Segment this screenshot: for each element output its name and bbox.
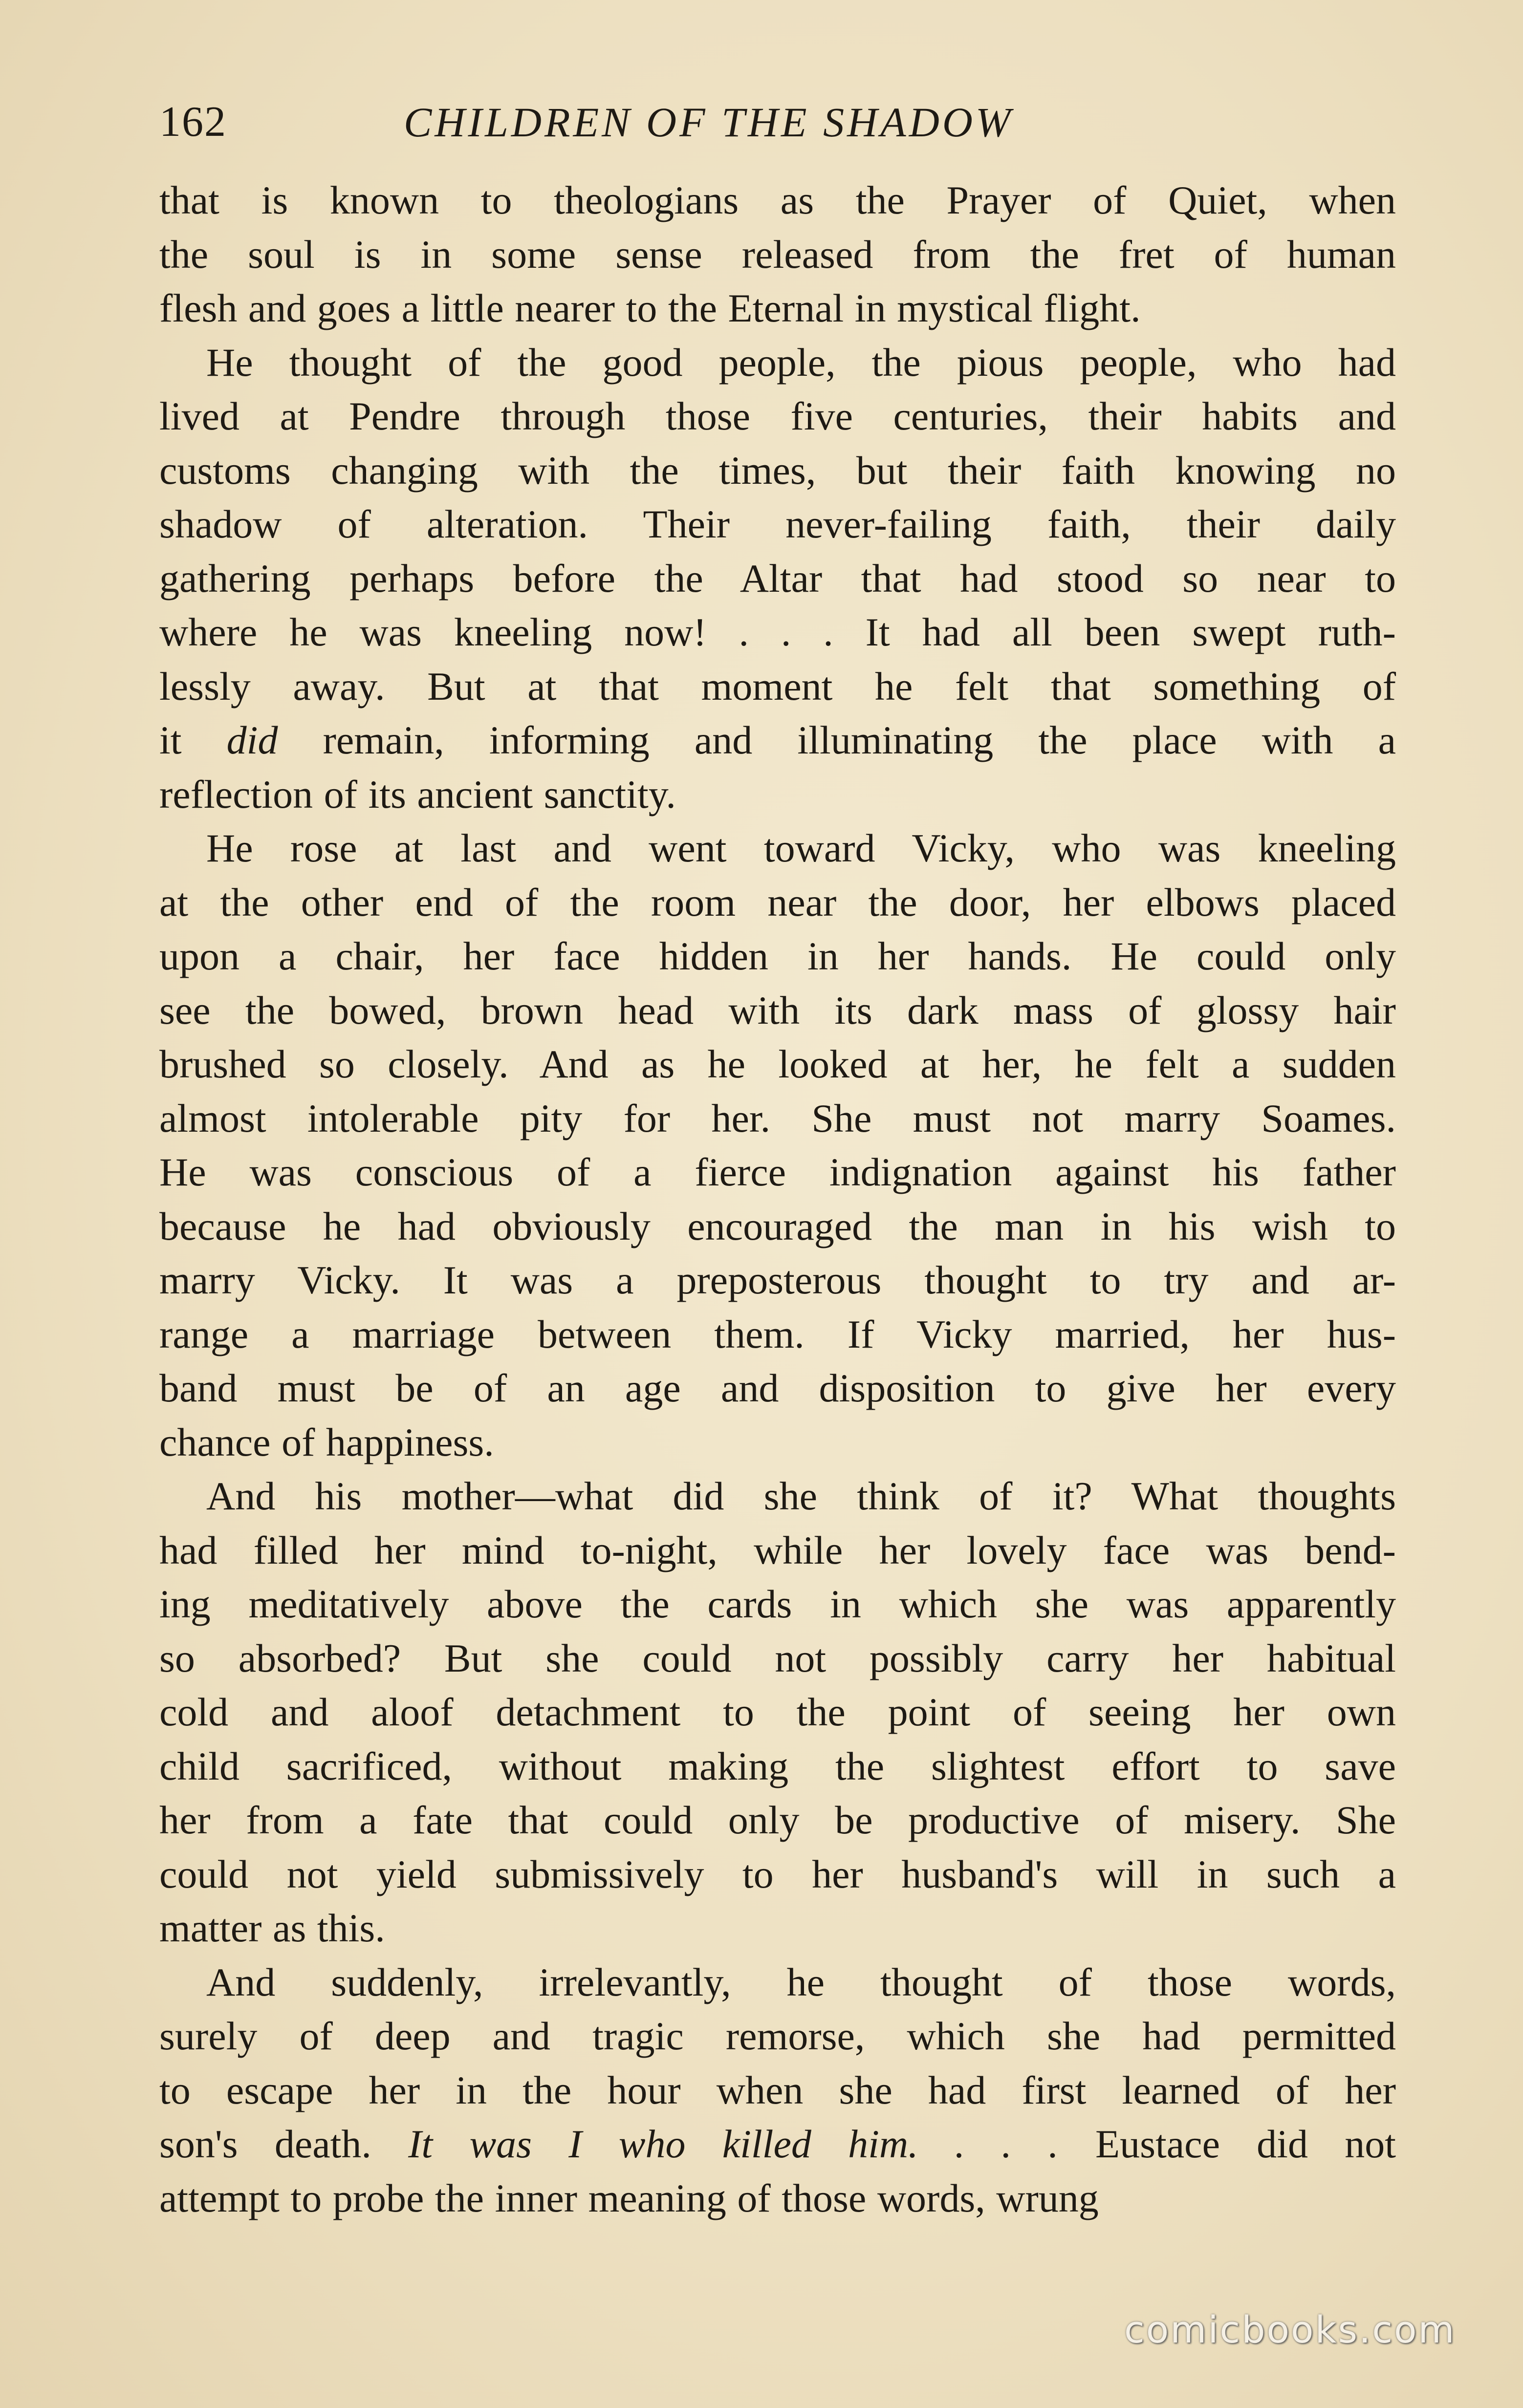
text-line: chance of happiness. [159, 1419, 494, 1464]
text-line: range a marriage between them. If Vicky married, her hus- [159, 1312, 1396, 1356]
text-line: her from a fate that could only be productive of misery. She [159, 1798, 1396, 1842]
text-line: gathering perhaps before the Altar that had stood so near to [159, 556, 1396, 601]
paragraph [159, 821, 1396, 1469]
text-line: And suddenly, irrelevantly, he thought of those words, [206, 1959, 1396, 2004]
paragraph [159, 173, 1396, 336]
running-head: CHILDREN OF THE SHADOW [404, 99, 1014, 146]
text-line: almost intolerable pity for her. She must not marry Soames. [159, 1096, 1396, 1140]
text-line: lived at Pendre through those five centuries, their habits and [159, 394, 1396, 438]
text-line: shadow of alteration. Their never-failing faith, their daily [159, 502, 1396, 546]
italic-emphasis: It was I who killed him. . . . [408, 2122, 1059, 2166]
text-line: He thought of the good people, the pious people, who had [206, 340, 1396, 385]
text-line: He rose at last and went toward Vicky, who was kneeling [206, 826, 1396, 870]
text-line: to escape her in the hour when she had first learned of her [159, 2067, 1396, 2112]
text-line: ing meditatively above the cards in which she was apparently [159, 1582, 1396, 1626]
text-line [159, 713, 1396, 768]
text-line: flesh and goes a little nearer to the Eternal in mystical flight. [159, 286, 1141, 330]
text-line: surely of deep and tragic remorse, which she had permitted [159, 2014, 1396, 2058]
text-line: matter as this. [159, 1906, 385, 1950]
text-run: it [159, 718, 227, 762]
text-run: remain, informing and illuminating the place with a [278, 718, 1396, 762]
paragraph [159, 336, 1396, 822]
text-line: marry Vicky. It was a preposterous thought to try and ar- [159, 1258, 1396, 1302]
text-line: lessly away. But at that moment he felt that something of [159, 664, 1396, 709]
text-line: He was conscious of a fierce indignation against his father [159, 1150, 1396, 1194]
text-line: see the bowed, brown head with its dark mass of glossy hair [159, 988, 1396, 1032]
text-line: could not yield submissively to her husband's will in such a [159, 1851, 1396, 1896]
body-text [159, 173, 1396, 2225]
text-line: And his mother—what did she think of it? What thoughts [206, 1474, 1396, 1518]
text-line: at the other end of the room near the door, her elbows placed [159, 880, 1396, 924]
text-line: because he had obviously encouraged the man in his wish to [159, 1204, 1396, 1248]
text-line: the soul is in some sense released from the fret of human [159, 232, 1396, 277]
page-header [159, 90, 1396, 154]
text-line: customs changing with the times, but their faith knowing no [159, 448, 1396, 493]
text-line: cold and aloof detachment to the point of seeing her own [159, 1690, 1396, 1734]
text-line [159, 2117, 1396, 2172]
text-line: upon a chair, her face hidden in her hands. He could only [159, 934, 1396, 978]
italic-emphasis: did [226, 718, 278, 762]
paragraph [159, 1956, 1396, 2226]
text-line: so absorbed? But she could not possibly carry her habitual [159, 1635, 1396, 1680]
text-line: that is known to theologians as the Prayer of Quiet, when [159, 178, 1396, 222]
watermark: comicbooks.com [1124, 2308, 1456, 2351]
text-line: band must be of an age and disposition to give her every [159, 1366, 1396, 1410]
text-line: attempt to probe the inner meaning of those words, wrung [159, 2175, 1099, 2220]
text-run: son's death. [159, 2122, 409, 2166]
text-line: where he was kneeling now! . . . It had all been swept ruth- [159, 610, 1396, 654]
paragraph [159, 1469, 1396, 1956]
page-number: 162 [159, 98, 227, 146]
text-line: reflection of its ancient sanctity. [159, 772, 676, 817]
text-run: Eustace did not [1058, 2122, 1396, 2166]
text-line: had filled her mind to-night, while her lovely face was bend- [159, 1527, 1396, 1572]
text-line: child sacrificed, without making the slightest effort to save [159, 1743, 1396, 1788]
text-line: brushed so closely. And as he looked at her, he felt a sudden [159, 1042, 1396, 1086]
